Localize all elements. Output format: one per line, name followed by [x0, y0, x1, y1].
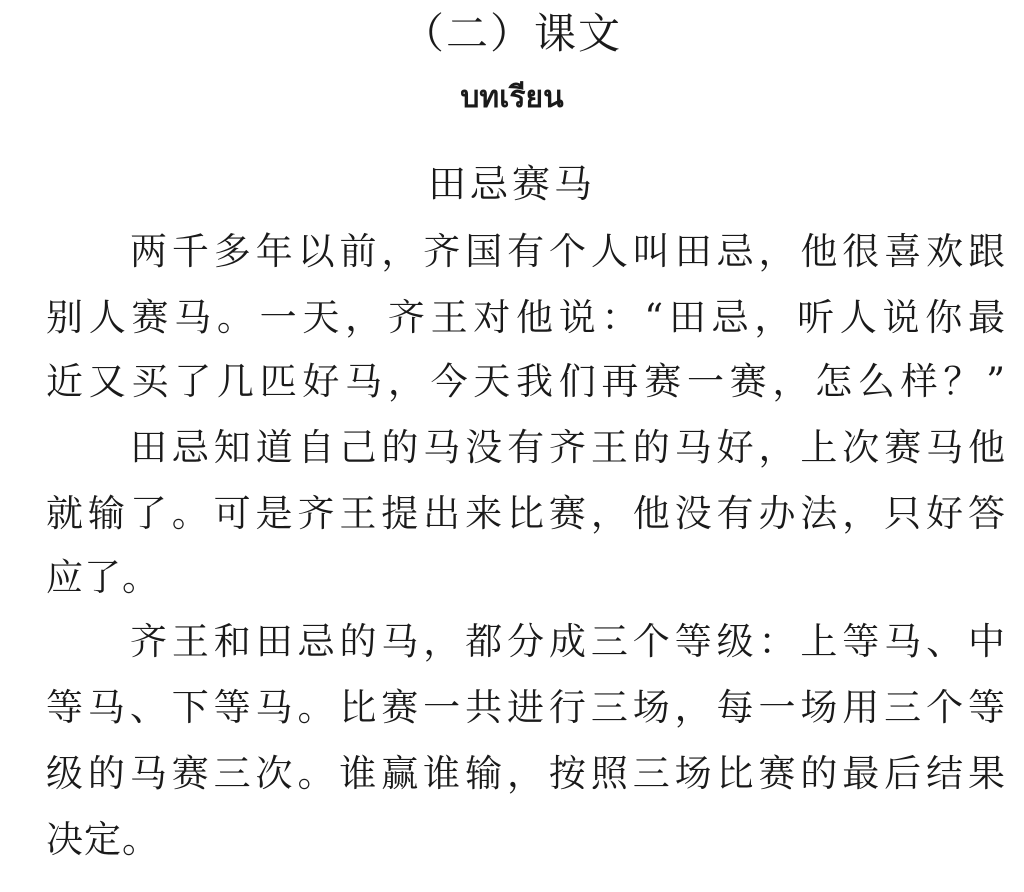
text-line-3: 近又买了几匹好马，今天我们再赛一赛，怎么样？” [46, 360, 1006, 403]
section-title: （二）课文 [401, 9, 622, 58]
text-line-9: 级的马赛三次。谁赢谁输，按照三场比赛的最后结果 [46, 752, 1006, 795]
text-line-8: 等马、下等马。比赛一共进行三场，每一场用三个等 [46, 686, 1006, 729]
text-line-2: 别人赛马。一天，齐王对他说：“田忌，听人说你最 [46, 296, 1006, 339]
text-line-1: 两千多年以前，齐国有个人叫田忌，他很喜欢跟 [130, 230, 1006, 273]
text-line-7: 齐王和田忌的马，都分成三个等级：上等马、中 [130, 620, 1006, 663]
text-line-5: 就输了。可是齐王提出来比赛，他没有办法，只好答 [46, 492, 1006, 535]
text-line-6: 应了。 [46, 556, 160, 599]
section-heading [0, 6, 1024, 62]
thai-heading: บทเรียน [460, 80, 564, 115]
text-line-10: 决定。 [46, 818, 160, 861]
story-title: 田忌赛马 [427, 162, 596, 206]
text-line-4: 田忌知道自己的马没有齐王的马好，上次赛马他 [130, 426, 1006, 469]
